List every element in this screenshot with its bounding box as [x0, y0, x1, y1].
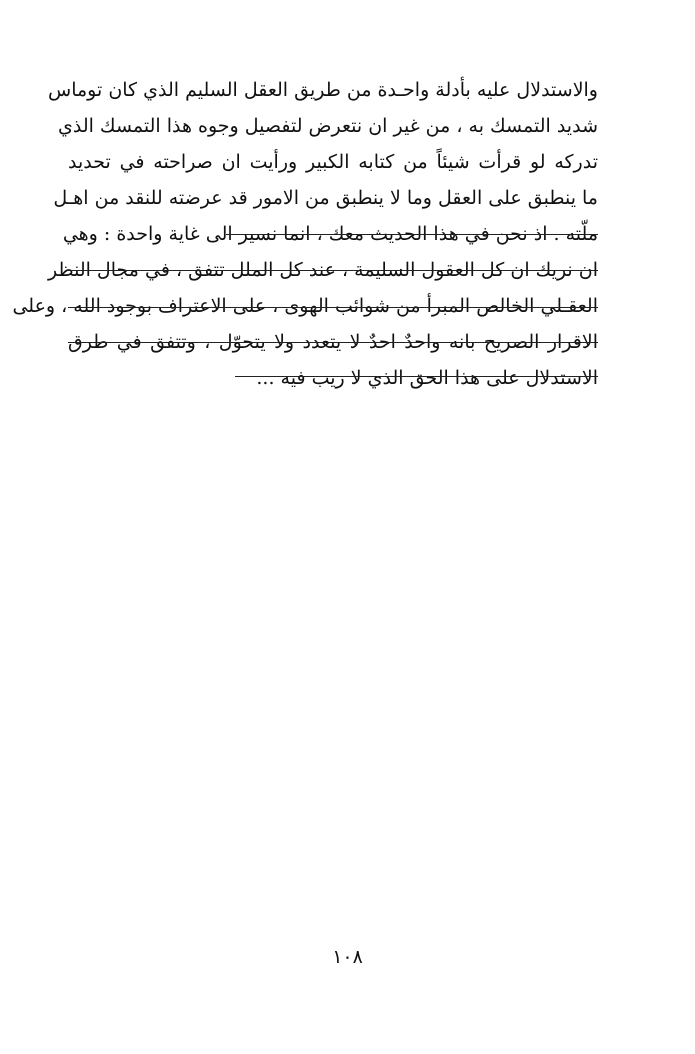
handwritten-underline-5: [235, 376, 598, 377]
page-number: ١٠٨: [332, 946, 363, 968]
text-line-2: شديد التمسك به ، من غير ان نتعرض لتفصيل وجوه هذا التمسك الذي: [57, 115, 598, 137]
text-line-6: ان نريك ان كل العقول السليمة ، عند كل الملل تتفق ، في مجال النظر: [48, 259, 598, 281]
text-line-7: العقـلي الخالص المبرأ من شوائب الهوى ، على الاعتراف بوجود الله ، وعلى: [12, 295, 598, 317]
handwritten-underline-2: [68, 270, 598, 271]
text-line-1: والاستدلال عليه بأدلة واحـدة من طريق العقل السليم الذي كان توماس: [48, 79, 598, 101]
handwritten-underline-1: [226, 234, 598, 235]
handwritten-underline-4: [68, 342, 598, 343]
handwritten-underline-3: [68, 307, 598, 308]
text-line-8: الاقرار الصريح بانه واحدٌ احدٌ لا يتعدد ولا يتحوّل ، وتتفق في طرق: [68, 331, 598, 353]
text-line-4: ما ينطبق على العقل وما لا ينطبق من الامور قد عرضته للنقد من اهـل: [53, 187, 598, 209]
text-line-5: ملّته . اذ نحن في هذا الحديث معك ، انما نسير الى غاية واحدة : وهي: [62, 223, 598, 245]
text-line-9: الاستدلال على هذا الحق الذي لا ريب فيه ...: [256, 367, 598, 389]
text-line-3: تدركه لو قرأت شيئاً من كتابه الكبير ورأيت ان صراحته في تحديد: [68, 151, 598, 173]
